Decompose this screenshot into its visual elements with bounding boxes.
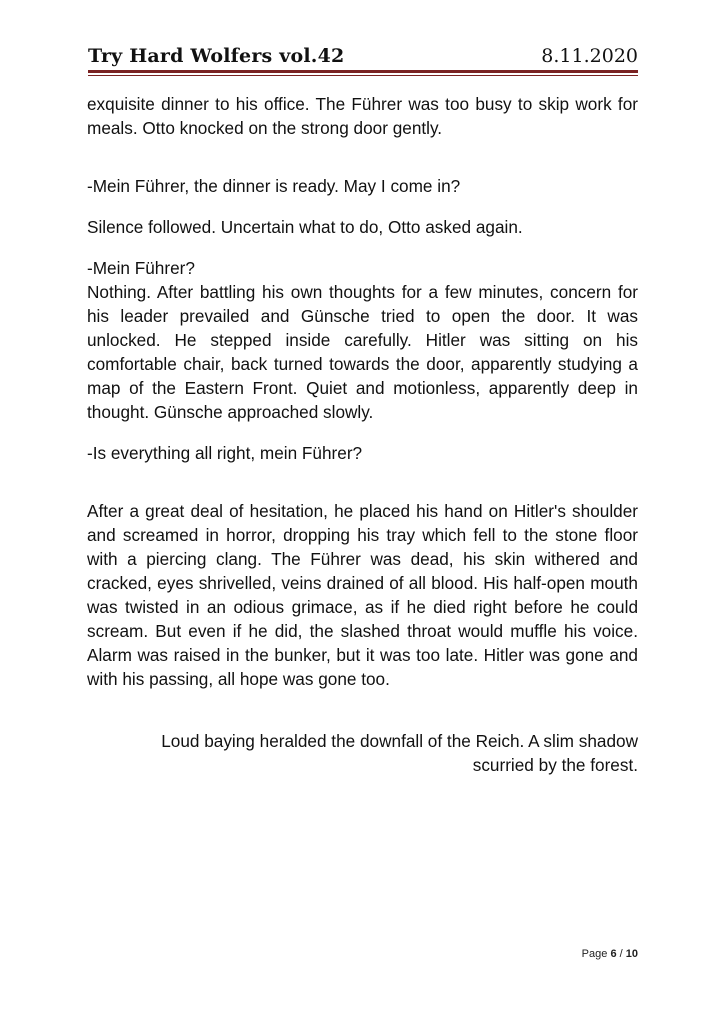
- page-header: [88, 45, 638, 71]
- spacer: [87, 465, 638, 499]
- story-body: [87, 92, 638, 691]
- magazine-title: Try Hard Wolfers vol.42: [88, 45, 345, 67]
- ending-line-2: scurried by the forest.: [472, 755, 638, 775]
- spacer: [87, 239, 638, 256]
- page-label: Page: [581, 948, 608, 960]
- story-ending: [87, 729, 638, 777]
- header-rule: [88, 70, 638, 73]
- paragraph-4: After a great deal of hesitation, he placed his hand on Hitler's shoulder and screamed in horror, dropping his tray which fell to the stone floor with a piercing clang. The Führer was dead, his skin withered and cracked, eyes shrivelled, veins drained of all blood. His half-open mouth was twisted in an odious grimace, as if he died right before he could scream. But even if he did, the slashed throat would muffle his voice. Alarm was raised in the bunker, but it was too late. Hitler was gone and with his passing, all hope was gone too.: [87, 501, 638, 689]
- spacer: [87, 424, 638, 441]
- spacer: [87, 198, 638, 215]
- dialogue-1: -Mein Führer, the dinner is ready. May I come in?: [87, 176, 461, 196]
- dialogue-3: -Is everything all right, mein Führer?: [87, 443, 363, 463]
- dialogue-2: -Mein Führer?: [87, 258, 195, 278]
- page-current: 6: [610, 948, 617, 960]
- issue-date: 8.11.2020: [541, 45, 638, 67]
- spacer: [87, 140, 638, 174]
- header-rule-thin: [88, 75, 638, 76]
- paragraph-2: Silence followed. Uncertain what to do, Otto asked again.: [87, 217, 523, 237]
- page-separator: /: [619, 948, 623, 960]
- ending-line-1: Loud baying heralded the downfall of the Reich. A slim shadow: [161, 731, 638, 751]
- page-footer: [582, 948, 638, 960]
- paragraph-3: Nothing. After battling his own thoughts for a few minutes, concern for his leader prevailed and Günsche tried to open the door. It was unlocked. He stepped inside carefully. Hitler was sitting on his comfortable chair, back turned towards the door, apparently studying a map of the Eastern Front. Quiet and motionless, apparently deep in thought. Günsche approached slowly.: [87, 282, 638, 422]
- page-total: 10: [625, 948, 638, 960]
- paragraph-1: exquisite dinner to his office. The Führer was too busy to skip work for meals. Otto knocked on the strong door gently.: [87, 94, 638, 138]
